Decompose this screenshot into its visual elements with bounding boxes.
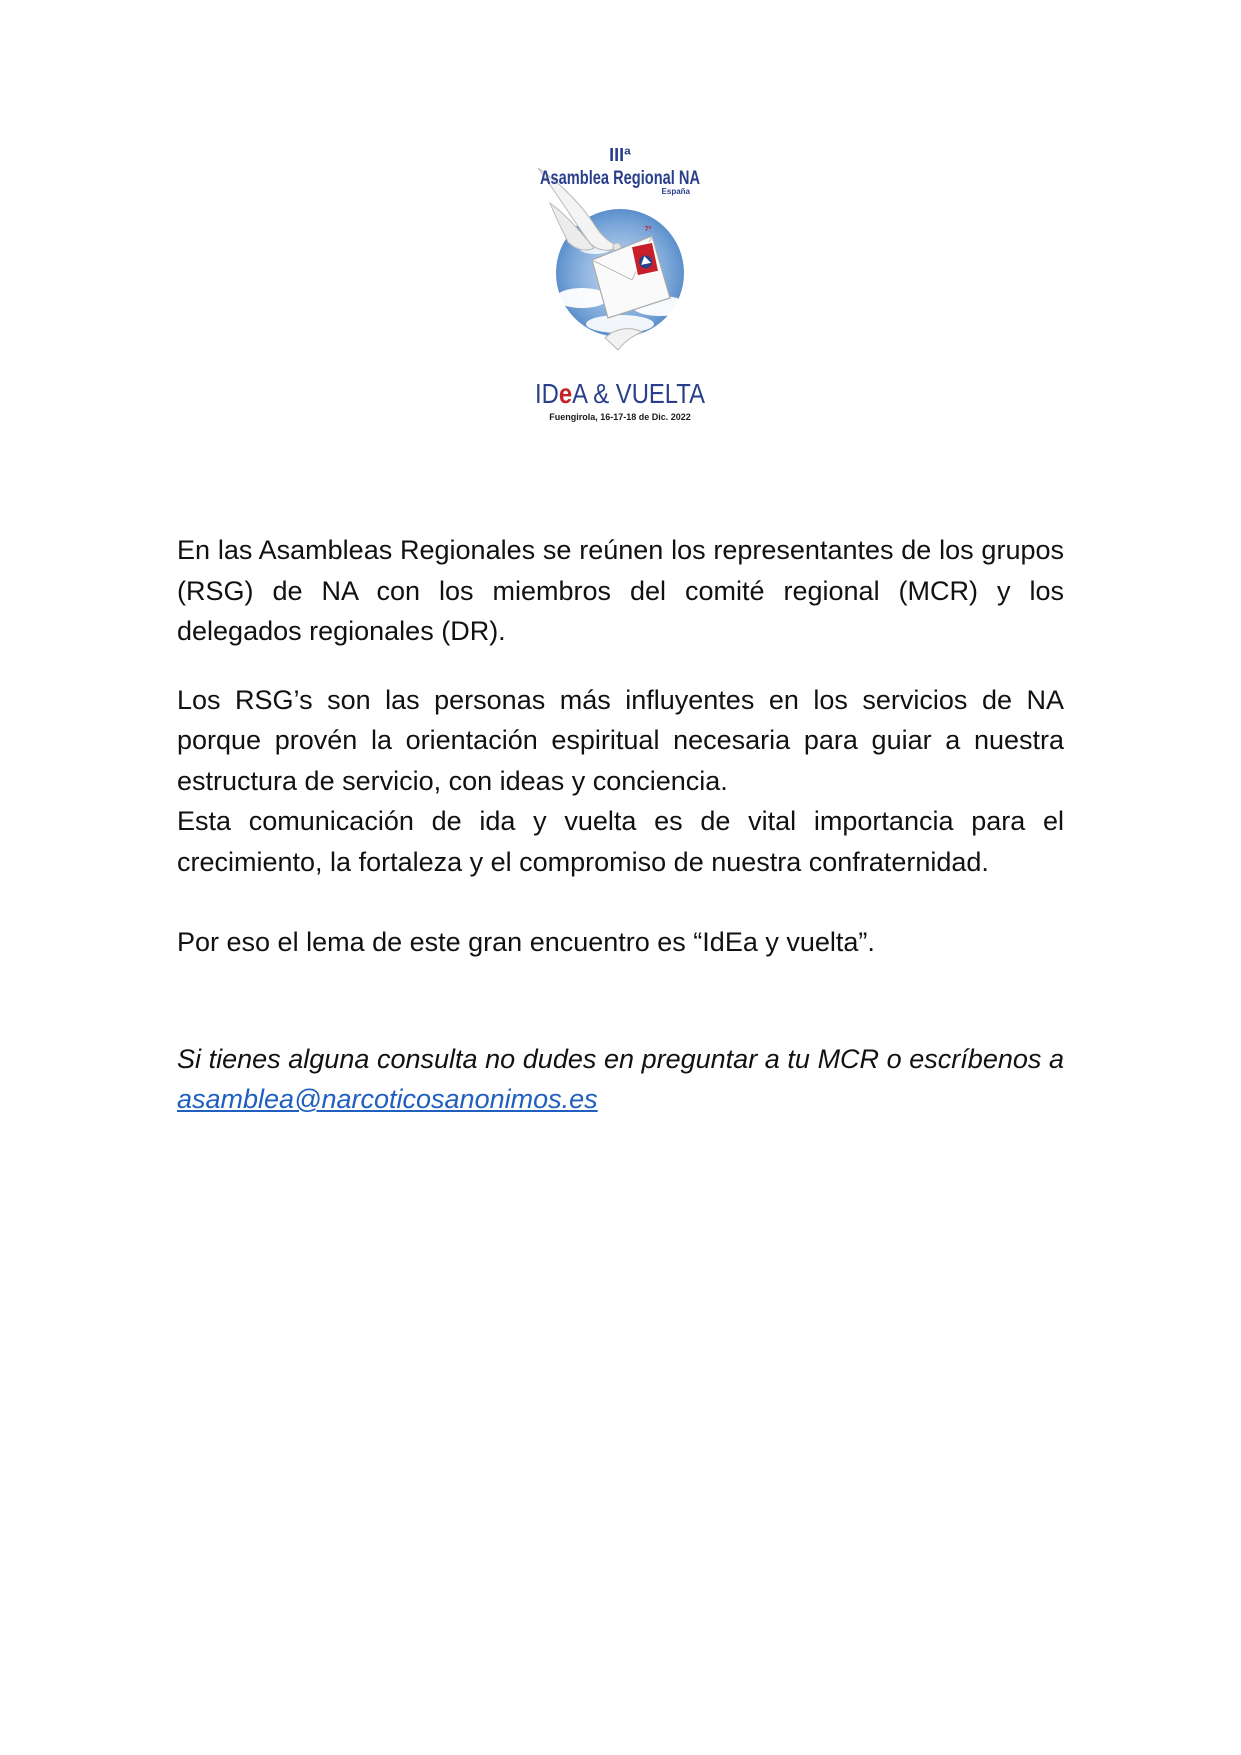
logo-roman-numeral: IIIª	[609, 145, 631, 165]
paragraph-communication: Esta comunicación de ida y vuelta es de vital importancia para el crecimiento, la fortaleza y el compromiso de nuestra confraternidad.	[177, 806, 1064, 877]
logo-country: España	[661, 187, 690, 196]
logo-assembly-title: Asamblea Regional NA	[540, 168, 701, 189]
paragraph-contact	[177, 1039, 1064, 1120]
logo-slogan-accent: e	[558, 378, 575, 409]
logo-slogan-part1: ID	[535, 378, 563, 409]
logo-slogan	[535, 378, 729, 409]
assembly-logo	[520, 145, 729, 423]
body-text	[177, 530, 1064, 1120]
paragraph-rsg: Los RSG’s son las personas más influyentes en los servicios de NA porque provén la orientación espiritual necesaria para guiar a nuestra estructura de servicio, con ideas y conciencia.	[177, 684, 1064, 796]
logo-slogan-part2: A & VUELTA	[572, 378, 729, 409]
contact-text: Si tienes alguna consulta no dudes en preguntar a tu MCR o escríbenos a	[177, 1043, 1064, 1074]
paragraph-assemblies: En las Asambleas Regionales se reúnen los representantes de los grupos (RSG) de NA con los miembros del comité regional (MCR) y los delegados regionales (DR).	[177, 535, 1064, 646]
dove-globe-logo-icon	[520, 145, 729, 423]
logo-badge-number: 7ª	[644, 226, 652, 233]
paragraph-slogan: Por eso el lema de este gran encuentro es “IdEa y vuelta”.	[177, 927, 875, 957]
logo-event-place-date: Fuengirola, 16-17-18 de Dic. 2022	[549, 412, 691, 422]
contact-email-link[interactable]: asamblea@narcoticosanonimos.es	[177, 1084, 598, 1114]
